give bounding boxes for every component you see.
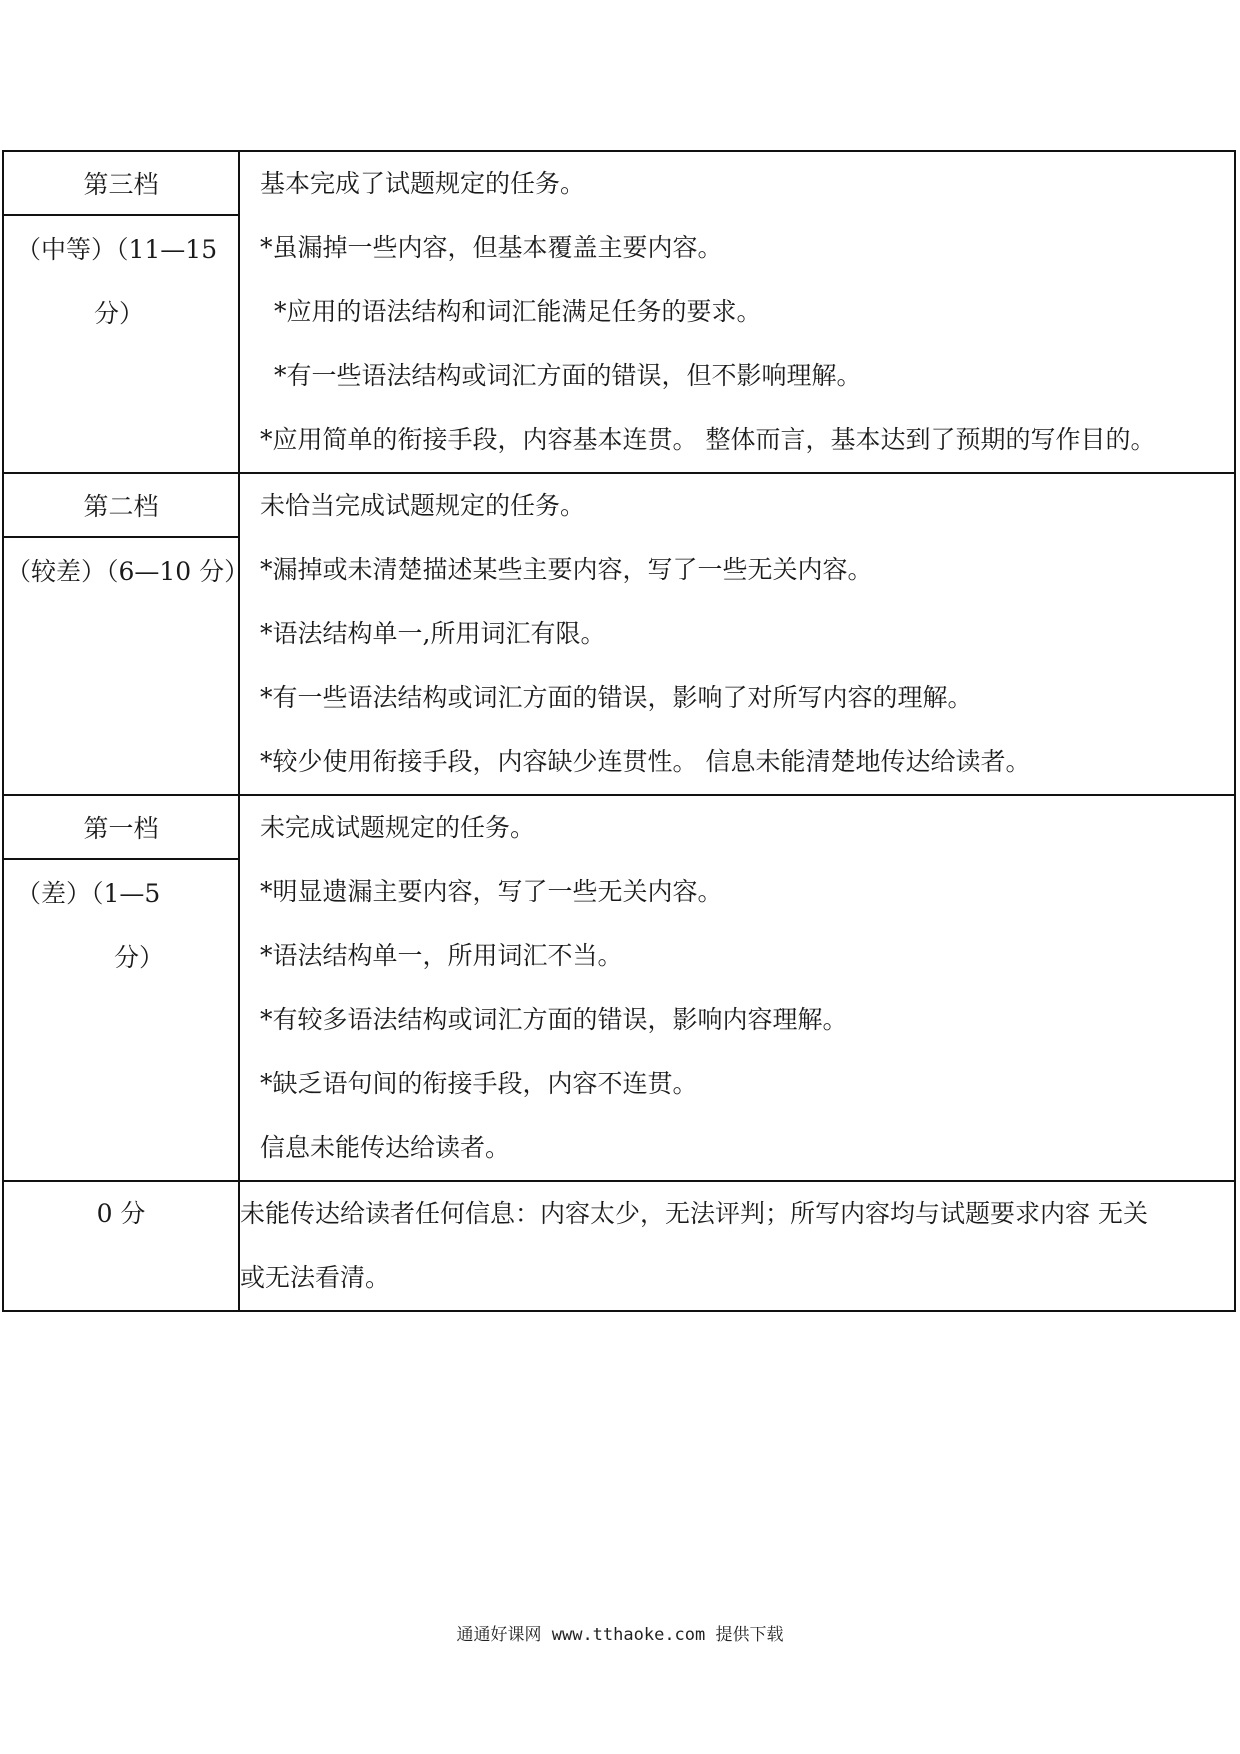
band-level-name: 0 分 (96, 1199, 146, 1228)
criteria-line: *明显遗漏主要内容，写了一些无关内容。 (260, 877, 723, 906)
band-row-3 (4, 152, 1234, 472)
criteria-line: 未能传达给读者任何信息：内容太少，无法评判；所写内容均与试题要求内容 无关 (240, 1199, 1148, 1228)
criteria-line: 信息未能传达给读者。 (260, 1133, 511, 1162)
band-level-name: 第一档 (4, 796, 238, 860)
criteria-line: 未完成试题规定的任务。 (260, 813, 536, 842)
band-criteria-cell (240, 796, 1234, 1180)
download-footer: 通通好课网 www.tthaoke.com 提供下载 (456, 1625, 784, 1645)
criteria-line: *缺乏语句间的衔接手段，内容不连贯。 (260, 1069, 698, 1098)
band-label-cell (4, 152, 240, 472)
criteria-line: 或无法看清。 (240, 1263, 391, 1292)
band-label-cell (4, 474, 250, 794)
score-line: 分） (114, 943, 165, 972)
band-row-2 (4, 472, 1234, 794)
band-score-range (4, 216, 238, 346)
score-line: （中等）（11—15 (16, 235, 218, 264)
criteria-line: *有一些语法结构或词汇方面的错误，影响了对所写内容的理解。 (260, 683, 973, 712)
band-row-0 (4, 1180, 1234, 1310)
criteria-line: *语法结构单一,所用词汇有限。 (260, 619, 606, 648)
scoring-rubric-table (2, 150, 1236, 1312)
band-row-1 (4, 794, 1234, 1180)
criteria-line: *漏掉或未清楚描述某些主要内容，写了一些无关内容。 (260, 555, 873, 584)
band-label-cell (4, 1182, 240, 1310)
criteria-line: *应用简单的衔接手段，内容基本连贯。 整体而言，基本达到了预期的写作目的。 (260, 425, 1156, 454)
criteria-line: *较少使用衔接手段，内容缺少连贯性。 信息未能清楚地传达给读者。 (260, 747, 1031, 776)
band-score-range (4, 860, 238, 990)
criteria-line: *有较多语法结构或词汇方面的错误，影响内容理解。 (260, 1005, 848, 1034)
band-label-cell (4, 796, 240, 1180)
criteria-line: *有一些语法结构或词汇方面的错误，但不影响理解。 (274, 361, 862, 390)
criteria-line: *语法结构单一，所用词汇不当。 (260, 941, 623, 970)
score-line: （较差）（6—10 分） (6, 557, 250, 586)
criteria-line: *虽漏掉一些内容，但基本覆盖主要内容。 (260, 233, 723, 262)
band-level-name: 第三档 (4, 152, 238, 216)
score-line: 分） (94, 299, 145, 328)
band-criteria-cell (240, 1182, 1234, 1310)
band-level-name: 第二档 (4, 474, 238, 538)
criteria-line: 基本完成了试题规定的任务。 (260, 169, 586, 198)
criteria-line: 未恰当完成试题规定的任务。 (260, 491, 586, 520)
band-criteria-cell (240, 152, 1234, 472)
band-criteria-cell (240, 474, 1234, 794)
band-score-range (4, 538, 250, 604)
criteria-line: *应用的语法结构和词汇能满足任务的要求。 (274, 297, 762, 326)
score-line: （差）（1—5 (16, 879, 161, 908)
